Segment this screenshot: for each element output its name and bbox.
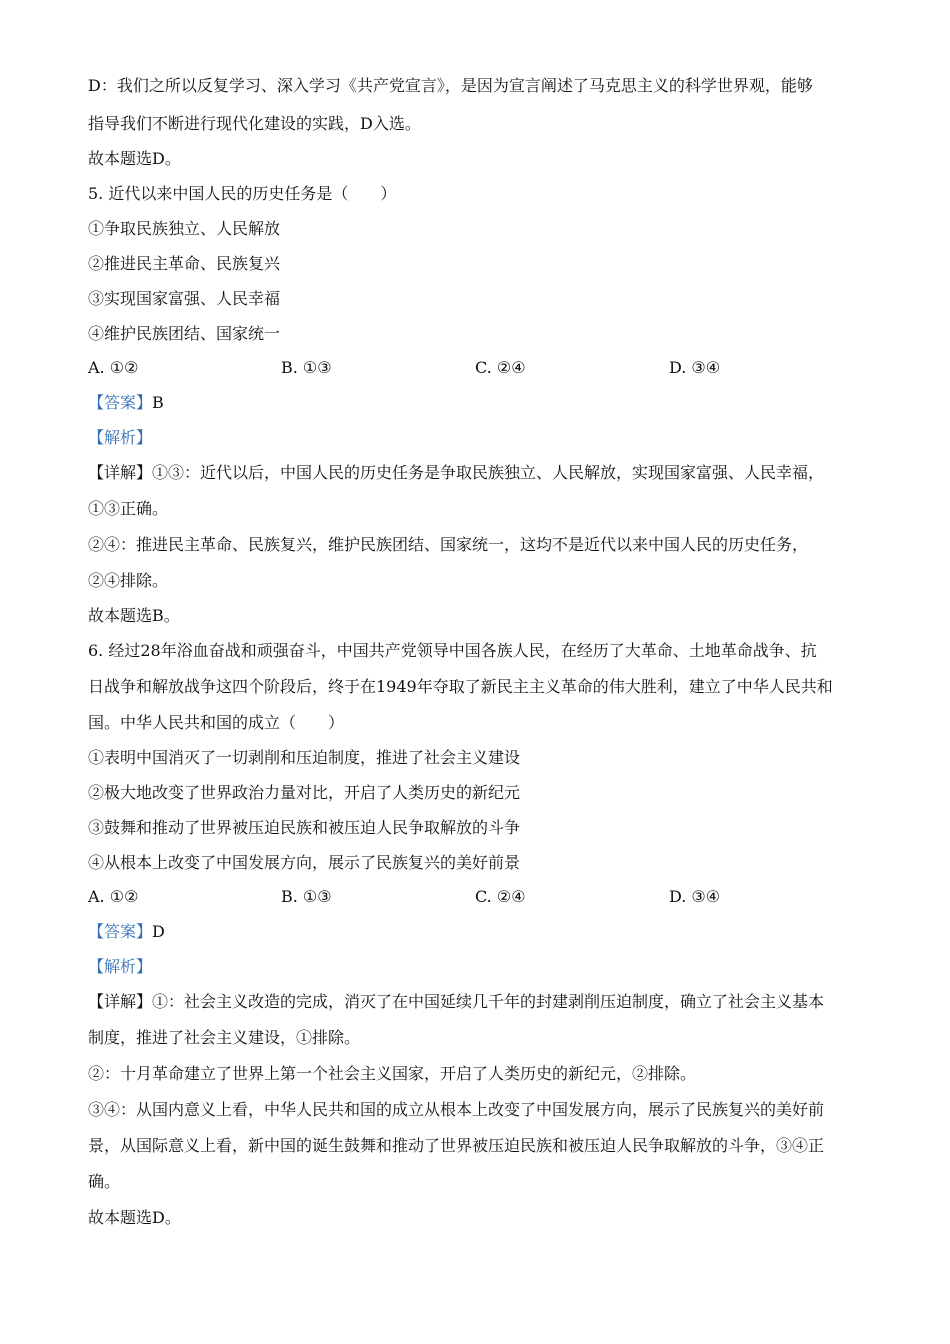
q5-answer: [88, 393, 164, 413]
q5-option-a: A. ①②: [88, 358, 139, 377]
q6-answer: [88, 922, 165, 942]
q5-item-2: ②推进民主革命、民族复兴: [88, 254, 281, 273]
q5-item-3: ③实现国家富强、人民幸福: [88, 289, 281, 308]
q6-answer-tag: 【答案】: [88, 922, 153, 941]
q4-conclusion: 故本题选D。: [88, 149, 181, 168]
q6-detail-line1: 【详解】①：社会主义改造的完成，消灭了在中国延续几千年的封建剥削压迫制度，确立了社会主义基本: [88, 992, 825, 1011]
q6-item-4: ④从根本上改变了中国发展方向，展示了民族复兴的美好前景: [88, 853, 521, 872]
q5-answer-value: B: [152, 393, 164, 412]
q5-detail-line1: 【详解】①③：近代以后，中国人民的历史任务是争取民族独立、人民解放，实现国家富强、人民幸福，: [88, 463, 825, 482]
q5-detail-line4: ②④排除。: [88, 571, 169, 590]
q5-conclusion: 故本题选B。: [88, 606, 180, 625]
q5-option-d: D. ③④: [669, 358, 721, 377]
q6-item-1: ①表明中国消灭了一切剥削和压迫制度，推进了社会主义建设: [88, 748, 521, 767]
q6-detail-line6: 确。: [88, 1172, 121, 1191]
q6-analysis-tag: 【解析】: [88, 957, 153, 976]
q4-explain-d-line1: D：我们之所以反复学习、深入学习《共产党宣言》，是因为宣言阐述了马克思主义的科学世界观，能够: [88, 76, 813, 95]
q6-item-2: ②极大地改变了世界政治力量对比，开启了人类历史的新纪元: [88, 783, 521, 802]
q6-stem-line1: 6. 经过28年浴血奋战和顽强奋斗，中国共产党领导中国各族人民，在经历了大革命、土地革命战争、抗: [88, 641, 817, 660]
q6-detail-line5: 景，从国际意义上看，新中国的诞生鼓舞和推动了世界被压迫民族和被压迫人民争取解放的斗争，③④正: [88, 1136, 825, 1155]
q6-stem-line2: 日战争和解放战争这四个阶段后，终于在1949年夺取了新民主主义革命的伟大胜利，建立了中华人民共和: [88, 677, 833, 696]
q5-option-c: C. ②④: [475, 358, 526, 377]
q5-stem: 5. 近代以来中国人民的历史任务是（ ）: [88, 184, 397, 203]
q5-detail-line3: ②④：推进民主革命、民族复兴，维护民族团结、国家统一，这均不是近代以来中国人民的历史任务，: [88, 535, 809, 554]
q5-analysis-tag: 【解析】: [88, 428, 153, 447]
q5-answer-tag: 【答案】: [88, 393, 153, 412]
q5-detail-line2: ①③正确。: [88, 499, 169, 518]
q6-stem-line3: 国。中华人民共和国的成立（ ）: [88, 713, 345, 732]
q5-item-4: ④维护民族团结、国家统一: [88, 324, 281, 343]
q6-option-a: A. ①②: [88, 887, 139, 906]
q6-detail-tag: 【详解】: [88, 992, 153, 1011]
q6-option-d: D. ③④: [669, 887, 721, 906]
q4-explain-d-line2: 指导我们不断进行现代化建设的实践，D入选。: [88, 114, 421, 133]
q6-option-c: C. ②④: [475, 887, 526, 906]
q5-detail-tag: 【详解】: [88, 463, 153, 482]
q6-answer-value: D: [152, 922, 165, 941]
q6-detail-line3: ②：十月革命建立了世界上第一个社会主义国家，开启了人类历史的新纪元，②排除。: [88, 1064, 697, 1083]
q6-option-b: B. ①③: [281, 887, 332, 906]
q6-conclusion: 故本题选D。: [88, 1208, 181, 1227]
q5-item-1: ①争取民族独立、人民解放: [88, 219, 281, 238]
q6-detail-line2: 制度，推进了社会主义建设，①排除。: [88, 1028, 361, 1047]
q6-detail-line4: ③④：从国内意义上看，中华人民共和国的成立从根本上改变了中国发展方向，展示了民族复兴的美好前: [88, 1100, 825, 1119]
q6-item-3: ③鼓舞和推动了世界被压迫民族和被压迫人民争取解放的斗争: [88, 818, 521, 837]
q5-option-b: B. ①③: [281, 358, 332, 377]
